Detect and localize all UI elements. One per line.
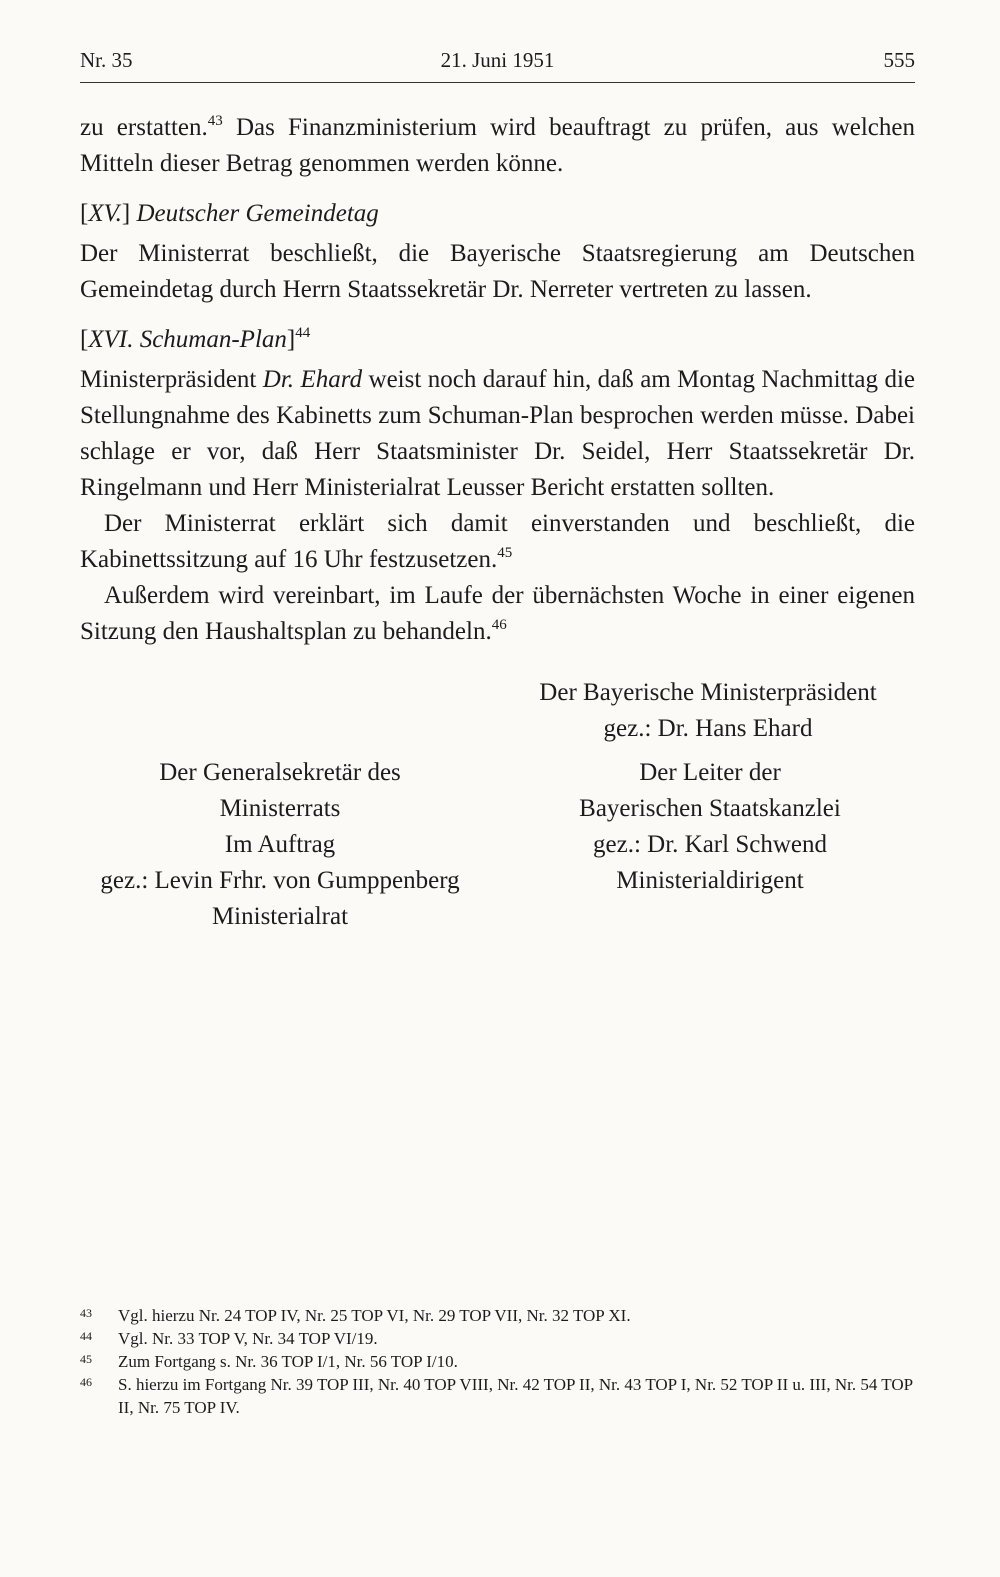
paragraph-1: [80, 110, 915, 182]
signature-chancellery: Der Leiter der Bayerischen Staatskanzlei gez.: Dr. Karl Schwend Ministerialdirigent: [579, 759, 841, 894]
paragraph-5: Außerdem wird vereinbart, im Laufe der übernächsten Woche in einer eigenen Sitzung den Haushaltsplan zu behandeln.$^{46}$: [80, 582, 915, 645]
footnote-number: 45: [80, 1352, 92, 1366]
section-title-xv: Deutscher Gemeindetag: [136, 200, 379, 227]
footnote-number: 43: [80, 1306, 92, 1320]
paragraph-3: Ministerpräsident Dr. Ehard weist noch darauf hin, daß am Montag Nachmittag die Stellungnahme des Kabinetts zum Schuman-Plan besprochen werden müsse. Dabei schlage er vor, daß Herr Staatsminister Dr. Seidel, Herr Staatssekretär Dr. Ringelmann und Herr Ministerialrat Leusser Bericht erstatten sollten.: [80, 366, 915, 501]
section-heading-xv: [XV.] Deutscher Gemeindetag: [80, 200, 379, 227]
footnote-ref-45: 45: [497, 545, 513, 561]
paragraph-4: Der Ministerrat erklärt sich damit einverstanden und beschließt, die Kabinettssitzung auf 16 Uhr festzusetzen.$^{45}$: [80, 510, 915, 573]
footnote-text: Vgl. hierzu Nr. 24 TOP IV, Nr. 25 TOP VI, Nr. 29 TOP VII, Nr. 32 TOP XI.: [118, 1306, 631, 1325]
signature-president: Der Bayerische Ministerpräsident gez.: Dr. Hans Ehard: [539, 679, 877, 742]
section-heading-xvi: [XVI. Schuman-Plan]$^{44}$: [80, 325, 311, 353]
footnote: [80, 1350, 915, 1373]
footnote-number: 44: [80, 1329, 92, 1343]
header-rule: [80, 82, 915, 83]
footnote-ref-46: 46: [491, 617, 507, 633]
footnote-ref-44: 44: [295, 325, 311, 341]
header-issue: Nr. 35: [80, 48, 133, 72]
footnote-ref-43: 43: [207, 113, 223, 129]
footnote: [80, 1304, 915, 1327]
footnote: [80, 1327, 915, 1350]
footnote-number: 46: [80, 1375, 92, 1389]
speaker-name: Dr. Ehard: [262, 366, 363, 393]
header-date: 21. Juni 1951: [440, 48, 555, 72]
footnote: [80, 1373, 915, 1419]
running-header: [80, 48, 915, 80]
paragraph-1-text: zu erstatten.: [80, 114, 208, 141]
footnote-text: S. hierzu im Fortgang Nr. 39 TOP III, Nr. 40 TOP VIII, Nr. 42 TOP II, Nr. 43 TOP I, Nr. 52 TOP II u. III, Nr. 54 TOP II, Nr. 75 TOP IV.: [118, 1375, 913, 1417]
footnotes: [80, 1304, 915, 1419]
paragraph-1-continuation: Das Finanzministerium wird beauftragt zu prüfen, aus welchen Mitteln dieser Betrag genommen werden könne.: [80, 114, 915, 177]
main-text: [80, 110, 915, 650]
footnote-text: Zum Fortgang s. Nr. 36 TOP I/1, Nr. 56 TOP I/10.: [118, 1352, 458, 1371]
header-page-number: 555: [883, 48, 915, 72]
footnote-text: Vgl. Nr. 33 TOP V, Nr. 34 TOP VI/19.: [118, 1329, 378, 1348]
paragraph-2: Der Ministerrat beschließt, die Bayerische Staatsregierung am Deutschen Gemeindetag durch Herrn Staatssekretär Dr. Nerreter vertreten zu lassen.: [80, 240, 915, 303]
section-title-xvi: XVI. Schuman-Plan: [88, 326, 287, 353]
section-number-xv: XV.: [88, 200, 122, 227]
signature-general-secretary: Der Generalsekretär des Ministerrats Im Auftrag gez.: Levin Frhr. von Gumppenberg Ministerialrat: [100, 759, 460, 930]
